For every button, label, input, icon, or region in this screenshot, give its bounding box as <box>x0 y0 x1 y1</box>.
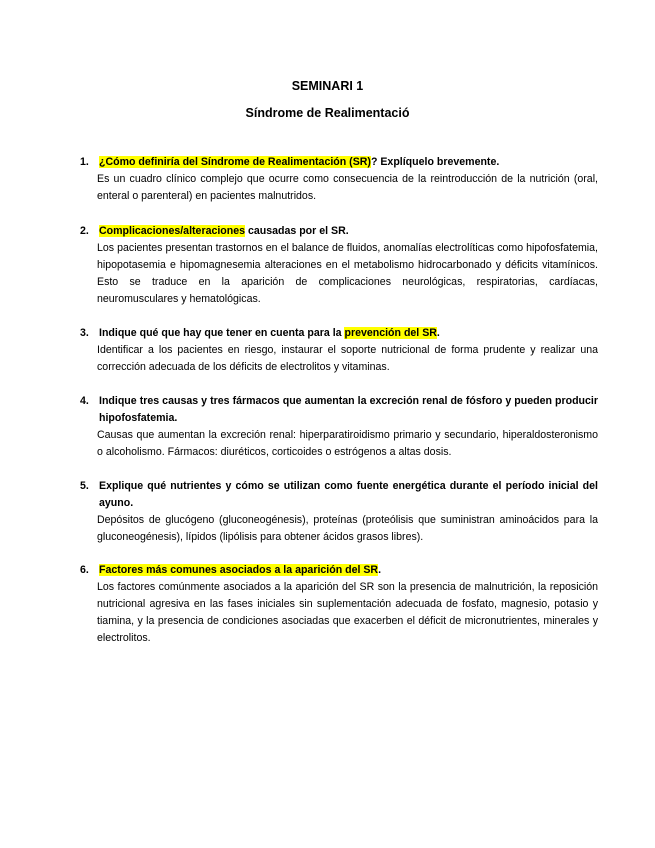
question-heading <box>80 325 598 342</box>
question-highlight: Complicaciones/alteraciones <box>99 225 246 237</box>
question-heading <box>80 223 598 240</box>
answer-text: Es un cuadro clínico complejo que ocurre como consecuencia de la reintroducción de la nutrición (oral, enteral o parenteral) en pacientes malnutridos. <box>97 173 598 202</box>
question-text: Complicaciones/alteraciones causadas por el SR. <box>99 225 349 237</box>
answer-text: Los factores comúnmente asociados a la aparición del SR son la presencia de malnutrición, la reposición nutricional agresiva en las fases iniciales sin suplementación adecuada de fosfato, magnesio, potasio y tiamina, y la presencia de condiciones asociadas que exacerben el déficit de micronutrientes, minerales y electrolitos. <box>97 581 598 644</box>
question-number: 2. <box>80 225 89 237</box>
question-highlight: prevención del SR <box>344 327 437 339</box>
answer-text: Causas que aumentan la excreción renal: hiperparatiroidismo primario y secundario, hiperaldosteronismo o alcoholismo. Fármacos: diuréticos, corticoides o estrógenos a altas dosis. <box>97 429 598 458</box>
question-highlight: ¿Cómo definiría del Síndrome de Realimentación (SR) <box>99 156 371 168</box>
question-heading <box>80 393 598 427</box>
question-heading <box>80 562 598 579</box>
question-3 <box>80 325 598 376</box>
question-text: Indique qué que hay que tener en cuenta para la prevención del SR. <box>99 327 440 339</box>
question-number: 3. <box>80 327 89 339</box>
question-heading <box>80 154 598 171</box>
question-text: ¿Cómo definiría del Síndrome de Realimentación (SR)? Explíquelo brevemente. <box>99 156 500 168</box>
question-text: Explique qué nutrientes y cómo se utilizan como fuente energética durante el período inicial del ayuno. <box>99 480 598 509</box>
question-2 <box>80 223 598 308</box>
question-text: Factores más comunes asociados a la aparición del SR. <box>99 564 382 576</box>
answer-text: Los pacientes presentan trastornos en el balance de fluidos, anomalías electrolíticas como hipofosfatemia, hipopotasemia e hipomagnesemia alteraciones en el metabolismo hidrocarbonado y déficits vitamínicos. Esto se traduce en la aparición de complicaciones neurológicas, respiratorias, cardíacas, neuromusculares y hematológicas. <box>97 242 598 305</box>
question-1 <box>80 154 598 205</box>
question-4 <box>80 393 598 461</box>
question-number: 4. <box>80 395 89 407</box>
question-number: 5. <box>80 480 89 492</box>
document-subtitle: Síndrome de Realimentació <box>245 106 410 120</box>
question-heading <box>80 478 598 512</box>
question-number: 6. <box>80 564 89 576</box>
question-highlight: Factores más comunes asociados a la aparición del SR <box>99 564 379 576</box>
answer-text: Depósitos de glucógeno (gluconeogénesis), proteínas (proteólisis que suministran aminoácidos para la gluconeogénesis), lípidos (lipólisis para obtener ácidos grasos libres). <box>97 514 598 543</box>
document-title: SEMINARI 1 <box>291 79 364 93</box>
question-text: Indique tres causas y tres fármacos que aumentan la excreción renal de fósforo y pueden producir hipofosfatemia. <box>99 395 598 424</box>
answer-text: Identificar a los pacientes en riesgo, instaurar el soporte nutricional de forma prudente y realizar una corrección adecuada de los déficits de electrolitos y vitaminas. <box>97 344 598 373</box>
question-6 <box>80 562 598 647</box>
question-5 <box>80 478 598 546</box>
question-number: 1. <box>80 156 89 168</box>
